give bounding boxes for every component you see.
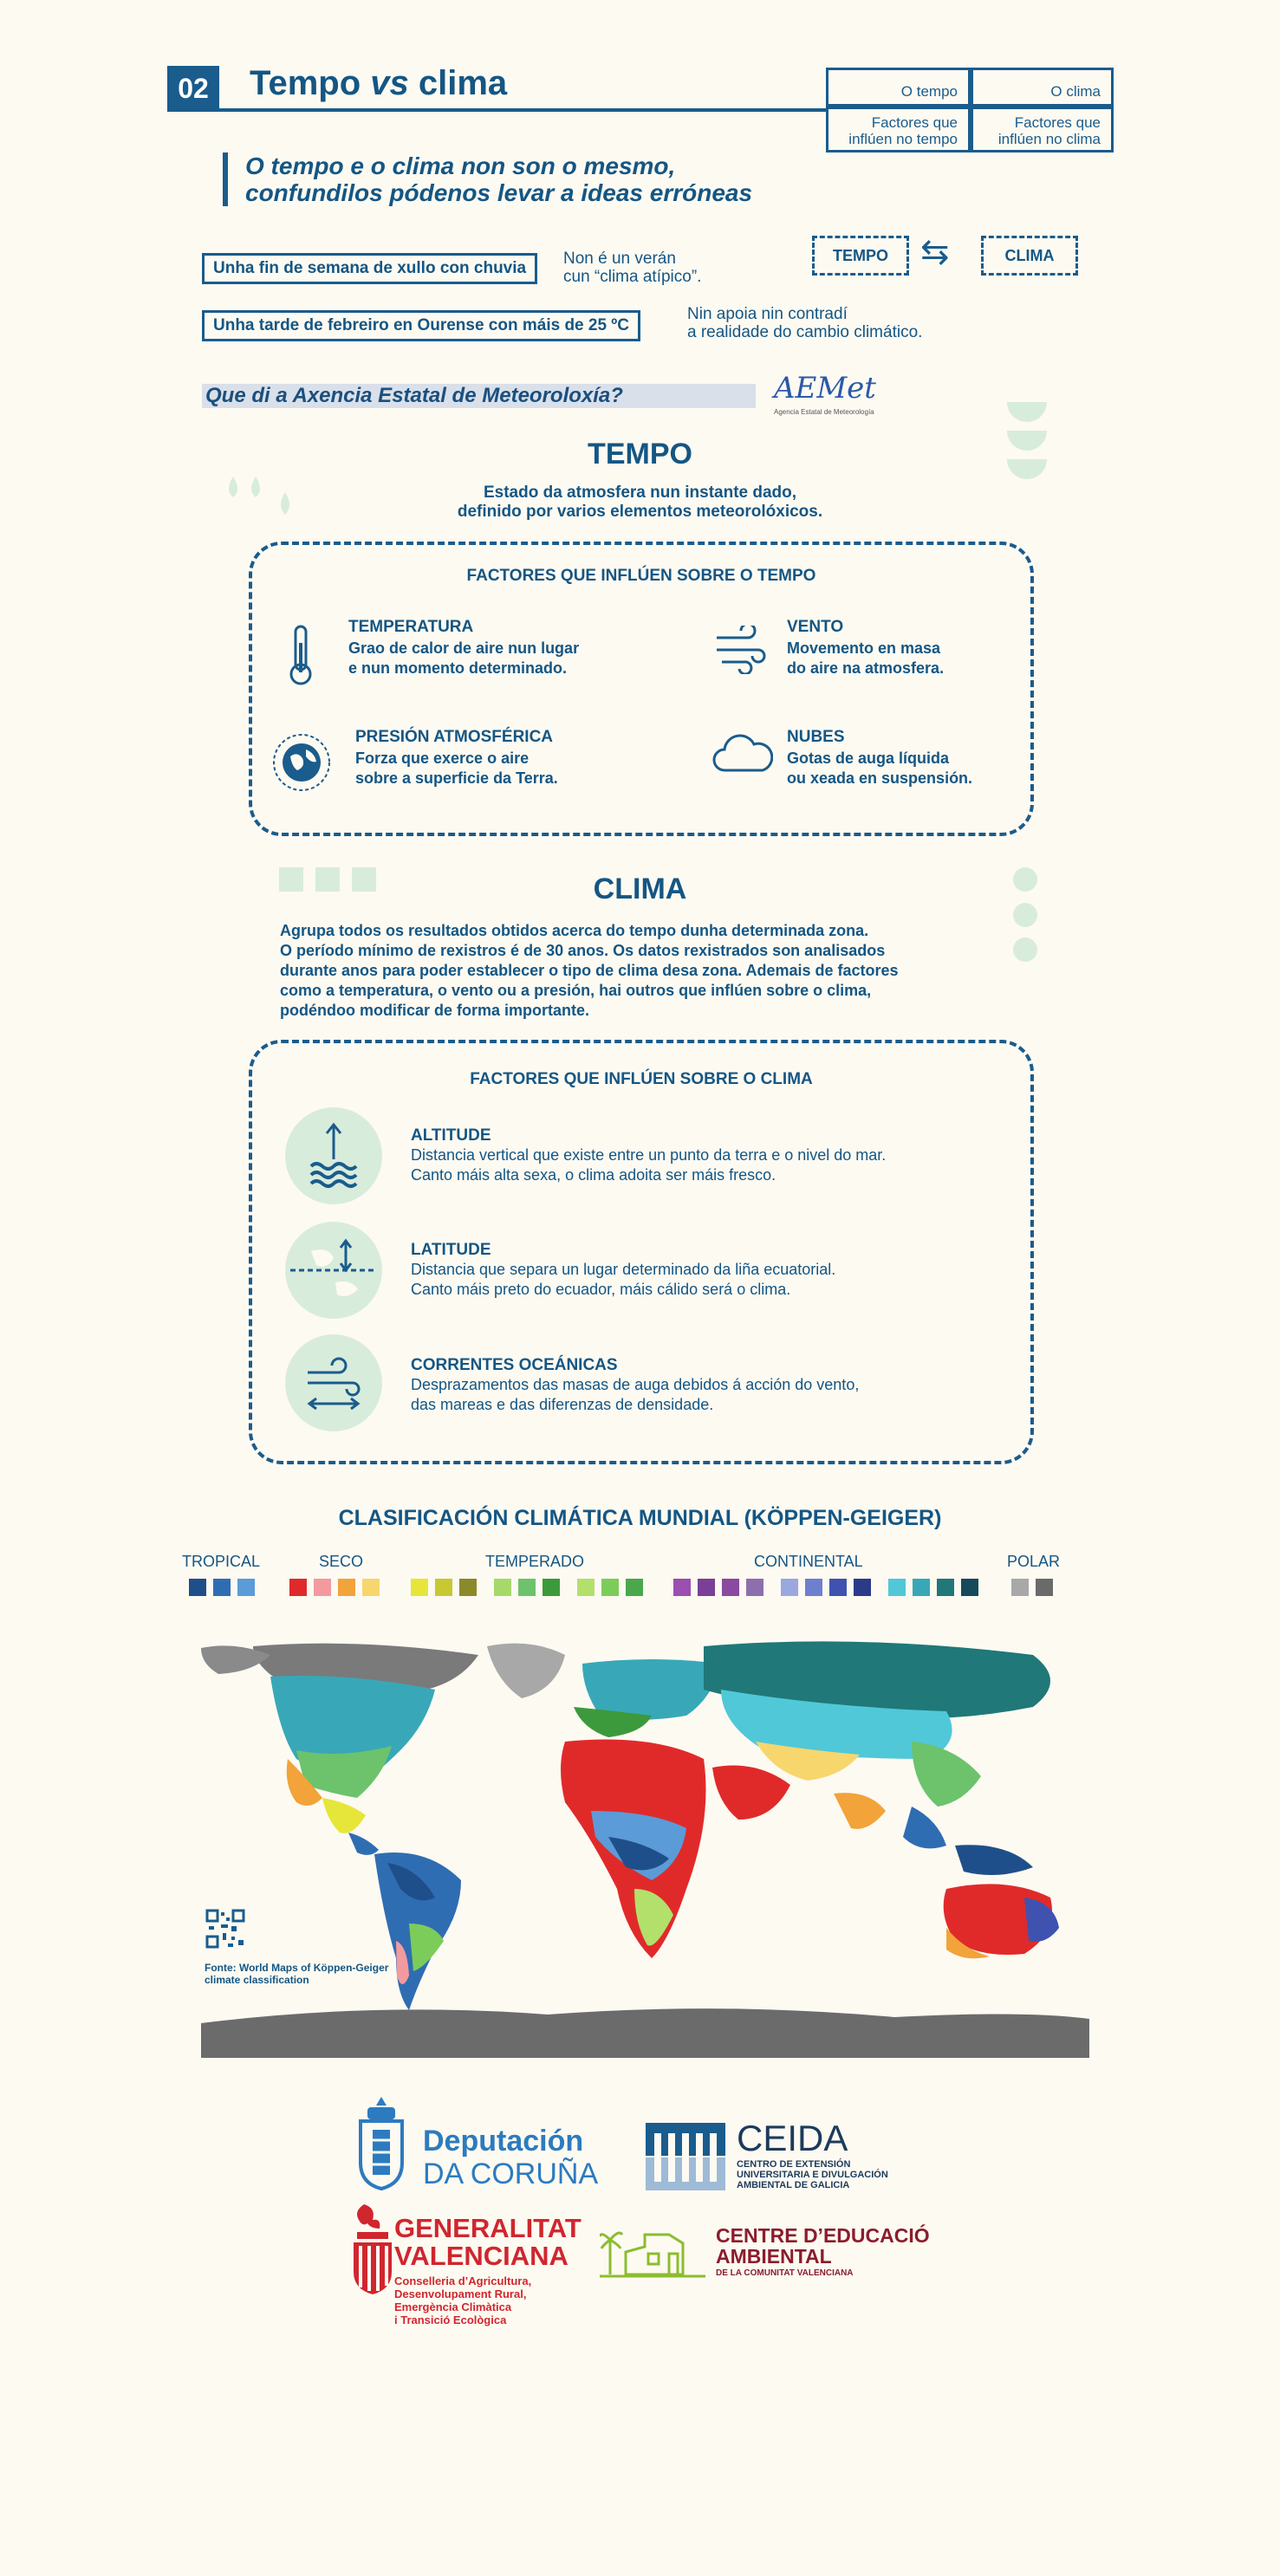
factor-title-temperatura: TEMPERATURA (348, 618, 474, 636)
legend-swatch-continental-11 (937, 1579, 954, 1596)
legend-swatch-temperado-8 (601, 1579, 619, 1596)
legend-swatch-polar-1 (1011, 1579, 1029, 1596)
cea-logo-name: CENTRE D’EDUCACIÓ AMBIENTAL (716, 2224, 930, 2268)
legend-swatch-seco-4 (362, 1579, 380, 1596)
factor-title-altitude: ALTITUDE (411, 1126, 491, 1145)
thermometer-icon (286, 624, 315, 686)
legend-swatch-continental-7 (829, 1579, 847, 1596)
legend-swatch-seco-1 (289, 1579, 307, 1596)
world-climate-map (201, 1629, 1089, 2058)
header-rule (167, 108, 826, 112)
page-title: Tempo vs clima (250, 64, 508, 102)
aemet-logo-sub: Agencia Estatal de Meteorología (774, 408, 874, 416)
generalitat-logo-name: GENERALITAT VALENCIANA (394, 2213, 582, 2271)
swap-arrows-icon: ⇆ (920, 233, 950, 271)
clima-heading: CLIMA (593, 873, 687, 905)
legend-swatch-continental-9 (888, 1579, 906, 1596)
legend-swatch-temperado-5 (518, 1579, 536, 1596)
qr-code[interactable] (205, 1909, 245, 1949)
globe-icon (271, 732, 332, 793)
factor-desc-correntes: Desprazamentos das masas de auga debidos á acción do vento, das mareas e das diferenzas de densidade. (411, 1376, 860, 1413)
clima-description: Agrupa todos os resultados obtidos acerca do tempo dunha determinada zona. O período mínimo de rexistros é de 30 anos. Os datos rexistrados son analisados durante anos para poder establecer o tipo de clima desa zona. Ademais de factores como a temperatura, o vento ou a presión, hai outros que inflúen sobre o clima, podéndoo modificar de forma importante. (280, 922, 899, 1019)
legend-swatch-polar-2 (1036, 1579, 1053, 1596)
legend-swatch-temperado-6 (543, 1579, 560, 1596)
legend-swatch-continental-4 (746, 1579, 763, 1596)
ceida-logo-name: CEIDA (737, 2118, 848, 2158)
tab-factores-clima[interactable]: Factores que inflúen no clima (971, 107, 1114, 152)
factor-title-latitude: LATITUDE (411, 1241, 491, 1259)
legend-swatch-continental-12 (961, 1579, 978, 1596)
legend-swatch-temperado-1 (411, 1579, 428, 1596)
tab-factores-tempo[interactable]: Factores que inflúen no tempo (826, 107, 971, 152)
ceida-logo-sub: CENTRO DE EXTENSIÓN UNIVERSITARIA E DIVULGACIÓN AMBIENTAL DE GALICIA (737, 2159, 888, 2190)
factor-title-nubes: NUBES (787, 728, 845, 746)
tempo-panel-title: FACTORES QUE INFLÚEN SOBRE O TEMPO (466, 567, 816, 585)
altitude-icon (285, 1107, 382, 1204)
factor-desc-altitude: Distancia vertical que existe entre un punto da terra e o nivel do mar. Canto máis alta sexa, o clima adoita ser máis fresco. (411, 1146, 887, 1184)
generalitat-logo-sub: Conselleria d’Agricultura, Desenvolupament Rural, Emergència Climàtica i Transició Ecològica (394, 2274, 532, 2326)
lead-quote: O tempo e o clima non son o mesmo, confundilos pódenos levar a ideas erróneas (223, 152, 752, 206)
ceida-logo-icon (646, 2123, 725, 2190)
legend-tropical-label: TROPICAL (182, 1553, 261, 1570)
legend-swatch-continental-1 (673, 1579, 691, 1596)
generalitat-crest-icon (347, 2203, 399, 2296)
example-note-1: Non é un verán cun “clima atípico”. (563, 250, 702, 286)
legend-swatch-seco-3 (338, 1579, 355, 1596)
legend-temperado-label: TEMPERADO (485, 1553, 585, 1570)
cloud-icon (712, 732, 773, 774)
tempo-heading: TEMPO (588, 438, 692, 470)
factor-desc-nubes: Gotas de auga líquida ou xeada en suspensión. (787, 749, 973, 787)
cea-logo-sub: DE LA COMUNITAT VALENCIANA (716, 2268, 854, 2278)
aemet-logo: AEMet (774, 371, 876, 406)
factor-title-vento: VENTO (787, 618, 844, 636)
legend-swatch-continental-2 (698, 1579, 715, 1596)
legend-swatch-continental-8 (854, 1579, 871, 1596)
tempo-factors-panel (249, 542, 1034, 836)
clima-panel-title: FACTORES QUE INFLÚEN SOBRE O CLIMA (470, 1070, 813, 1088)
factor-desc-latitude: Distancia que separa un lugar determinado da liña ecuatorial. Canto máis preto do ecuador, máis cálido será o clima. (411, 1261, 836, 1298)
factor-desc-vento: Movemento en masa do aire na atmosfera. (787, 639, 945, 677)
tab-o-clima[interactable]: O clima (971, 68, 1114, 107)
legend-swatch-continental-6 (805, 1579, 822, 1596)
legend-swatch-tropical-2 (213, 1579, 231, 1596)
latitude-icon (285, 1222, 382, 1319)
wind-icon (713, 626, 767, 674)
aemet-question: Que di a Axencia Estatal de Meteoroloxía? (202, 384, 756, 408)
example-note-2: Nin apoia nin contradí a realidade do cambio climático. (687, 305, 923, 341)
legend-swatch-seco-2 (314, 1579, 331, 1596)
compare-clima: CLIMA (981, 236, 1078, 276)
legend-polar-label: POLAR (1007, 1553, 1061, 1570)
cea-logo-icon (600, 2222, 705, 2280)
compare-tempo: TEMPO (812, 236, 909, 276)
example-box-1: Unha fin de semana de xullo con chuvia (202, 253, 537, 284)
tempo-description: Estado da atmosfera nun instante dado, definido por varios elementos meteorolóxicos. (457, 483, 823, 521)
deputacion-logo-line1: Deputación (423, 2125, 584, 2157)
tab-o-tempo[interactable]: O tempo (826, 68, 971, 107)
legend-swatch-temperado-4 (494, 1579, 511, 1596)
factor-title-presion: PRESIÓN ATMOSFÉRICA (355, 728, 554, 746)
legend-swatch-continental-5 (781, 1579, 798, 1596)
section-number: 02 (167, 66, 219, 111)
legend-swatches (0, 1579, 1280, 1598)
classification-title: CLASIFICACIÓN CLIMÁTICA MUNDIAL (KÖPPEN-GEIGER) (338, 1506, 942, 1530)
map-source: Fonte: World Maps of Köppen-Geiger climate classification (205, 1962, 389, 1986)
legend-swatch-tropical-3 (237, 1579, 255, 1596)
legend-continental-label: CONTINENTAL (754, 1553, 863, 1570)
legend-swatch-tropical-1 (189, 1579, 206, 1596)
legend-swatch-temperado-9 (626, 1579, 643, 1596)
factor-desc-temperatura: Grao de calor de aire nun lugar e nun momento determinado. (348, 639, 580, 677)
legend-swatch-continental-10 (913, 1579, 930, 1596)
legend-seco-label: SECO (319, 1553, 364, 1570)
legend-swatch-continental-3 (722, 1579, 739, 1596)
example-box-2: Unha tarde de febreiro en Ourense con máis de 25 ºC (202, 310, 640, 341)
legend-swatch-temperado-3 (459, 1579, 477, 1596)
deputacion-crest-icon (355, 2095, 407, 2192)
factor-title-correntes: CORRENTES OCEÁNICAS (411, 1356, 618, 1374)
ocean-currents-icon (285, 1334, 382, 1431)
factor-desc-presion: Forza que exerce o aire sobre a superficie da Terra. (355, 749, 558, 787)
deputacion-logo-line2: DA CORUÑA (423, 2157, 599, 2190)
legend-swatch-temperado-2 (435, 1579, 452, 1596)
legend-swatch-temperado-7 (577, 1579, 595, 1596)
